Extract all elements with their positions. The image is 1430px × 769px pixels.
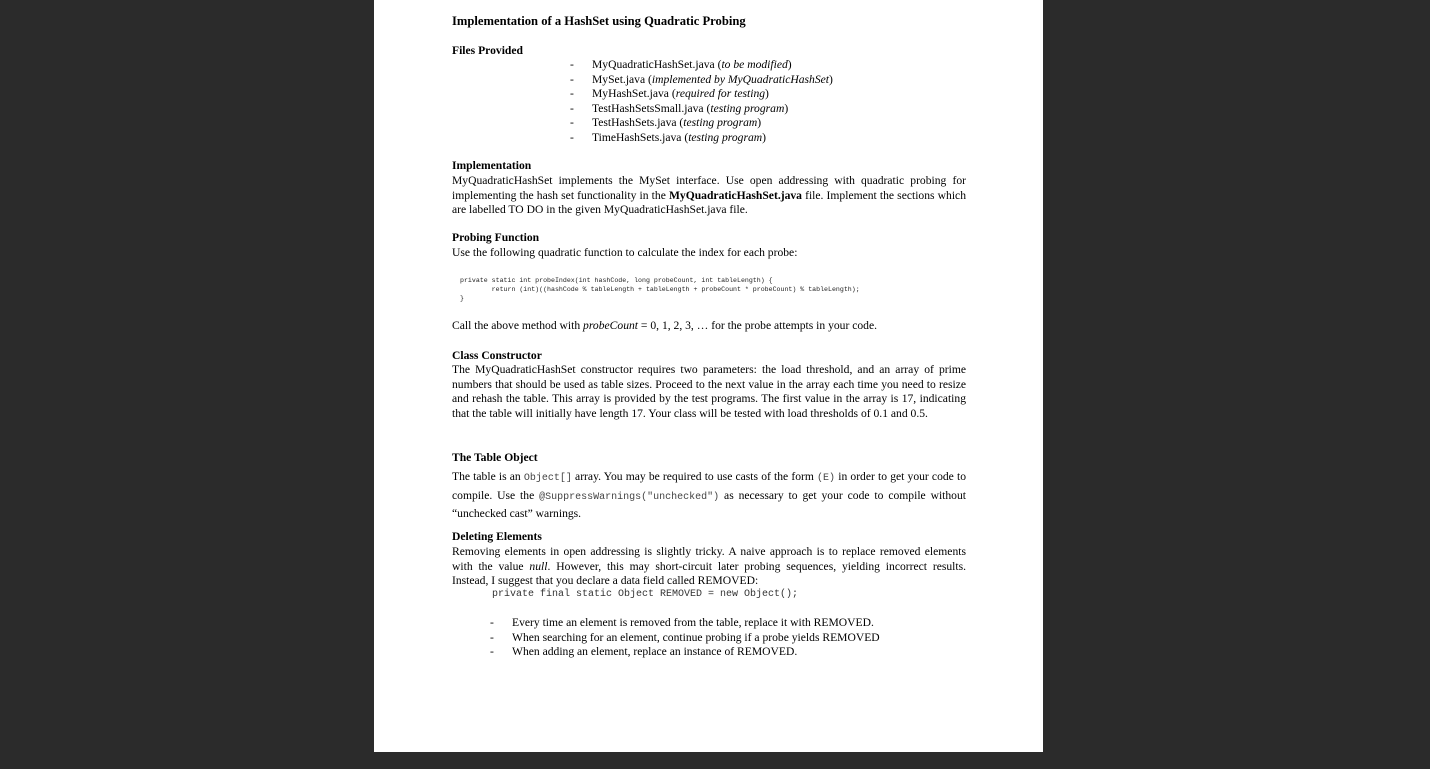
file-item: - TestHashSetsSmall.java (testing program) bbox=[570, 102, 833, 117]
constructor-heading: Class Constructor bbox=[452, 349, 542, 362]
table-object-heading: The Table Object bbox=[452, 451, 538, 464]
implementation-heading: Implementation bbox=[452, 159, 532, 172]
deleting-rules-list bbox=[490, 616, 880, 660]
constructor-paragraph: The MyQuadraticHashSet constructor requires two parameters: the load threshold, and an array of prime numbers that should be used as table sizes. Proceed to the next value in the array each time you need to resize and rehash the table. This array is provided by the test programs. The first value in the array is 17, indicating that the table will initially have length 17. Your class will be tested with load thresholds of 0.1 and 0.5. bbox=[452, 363, 966, 420]
document-page bbox=[374, 0, 1043, 752]
removed-code-line: private final static Object REMOVED = new Object(); bbox=[492, 589, 799, 600]
probe-code-line-2: return (int)((hashCode % tableLength + tableLength + probeCount * probeCount) % tableLength); bbox=[460, 286, 860, 293]
file-item: - MySet.java (implemented by MyQuadraticHashSet) bbox=[570, 73, 833, 88]
probing-call-text: Call the above method with probeCount = 0, 1, 2, 3, … for the probe attempts in your code. bbox=[452, 319, 878, 332]
file-item: - TimeHashSets.java (testing program) bbox=[570, 131, 833, 146]
files-provided-heading: Files Provided bbox=[452, 44, 523, 57]
deleting-paragraph: Removing elements in open addressing is slightly tricky. A naive approach is to replace removed elements with the value null. However, this may short-circuit later probing sequences, yielding incorrect results. Instead, I suggest that you declare a data field called REMOVED: bbox=[452, 545, 967, 587]
list-item: - Every time an element is removed from the table, replace it with REMOVED. bbox=[490, 616, 880, 631]
files-list bbox=[570, 58, 833, 145]
document-title: Implementation of a HashSet using Quadratic Probing bbox=[452, 14, 746, 28]
file-item: - MyQuadraticHashSet.java (to be modified) bbox=[570, 58, 833, 73]
list-item: - When searching for an element, continue probing if a probe yields REMOVED bbox=[490, 631, 880, 646]
file-item: - TestHashSets.java (testing program) bbox=[570, 116, 833, 131]
table-object-paragraph: The table is an Object[] array. You may be required to use casts of the form (E) in order to get your code to compile. Use the @SuppressWarnings("unchecked") as necessary to get your code to compile without “unchecked cast” warnings. bbox=[452, 470, 967, 520]
probing-heading: Probing Function bbox=[452, 231, 540, 244]
probe-code-line-3: } bbox=[460, 295, 464, 302]
list-item: - When adding an element, replace an instance of REMOVED. bbox=[490, 645, 880, 660]
probe-code-line-1: private static int probeIndex(int hashCode, long probeCount, int tableLength) { bbox=[460, 277, 773, 284]
implementation-paragraph: MyQuadraticHashSet implements the MySet interface. Use open addressing with quadratic probing for implementing the hash set functionality in the MyQuadraticHashSet.java file. Implement the sections which are labelled TO DO in the given MyQuadraticHashSet.java file. bbox=[452, 174, 966, 216]
deleting-heading: Deleting Elements bbox=[452, 530, 542, 543]
file-item: - MyHashSet.java (required for testing) bbox=[570, 87, 833, 102]
probing-intro: Use the following quadratic function to calculate the index for each probe: bbox=[452, 246, 798, 259]
